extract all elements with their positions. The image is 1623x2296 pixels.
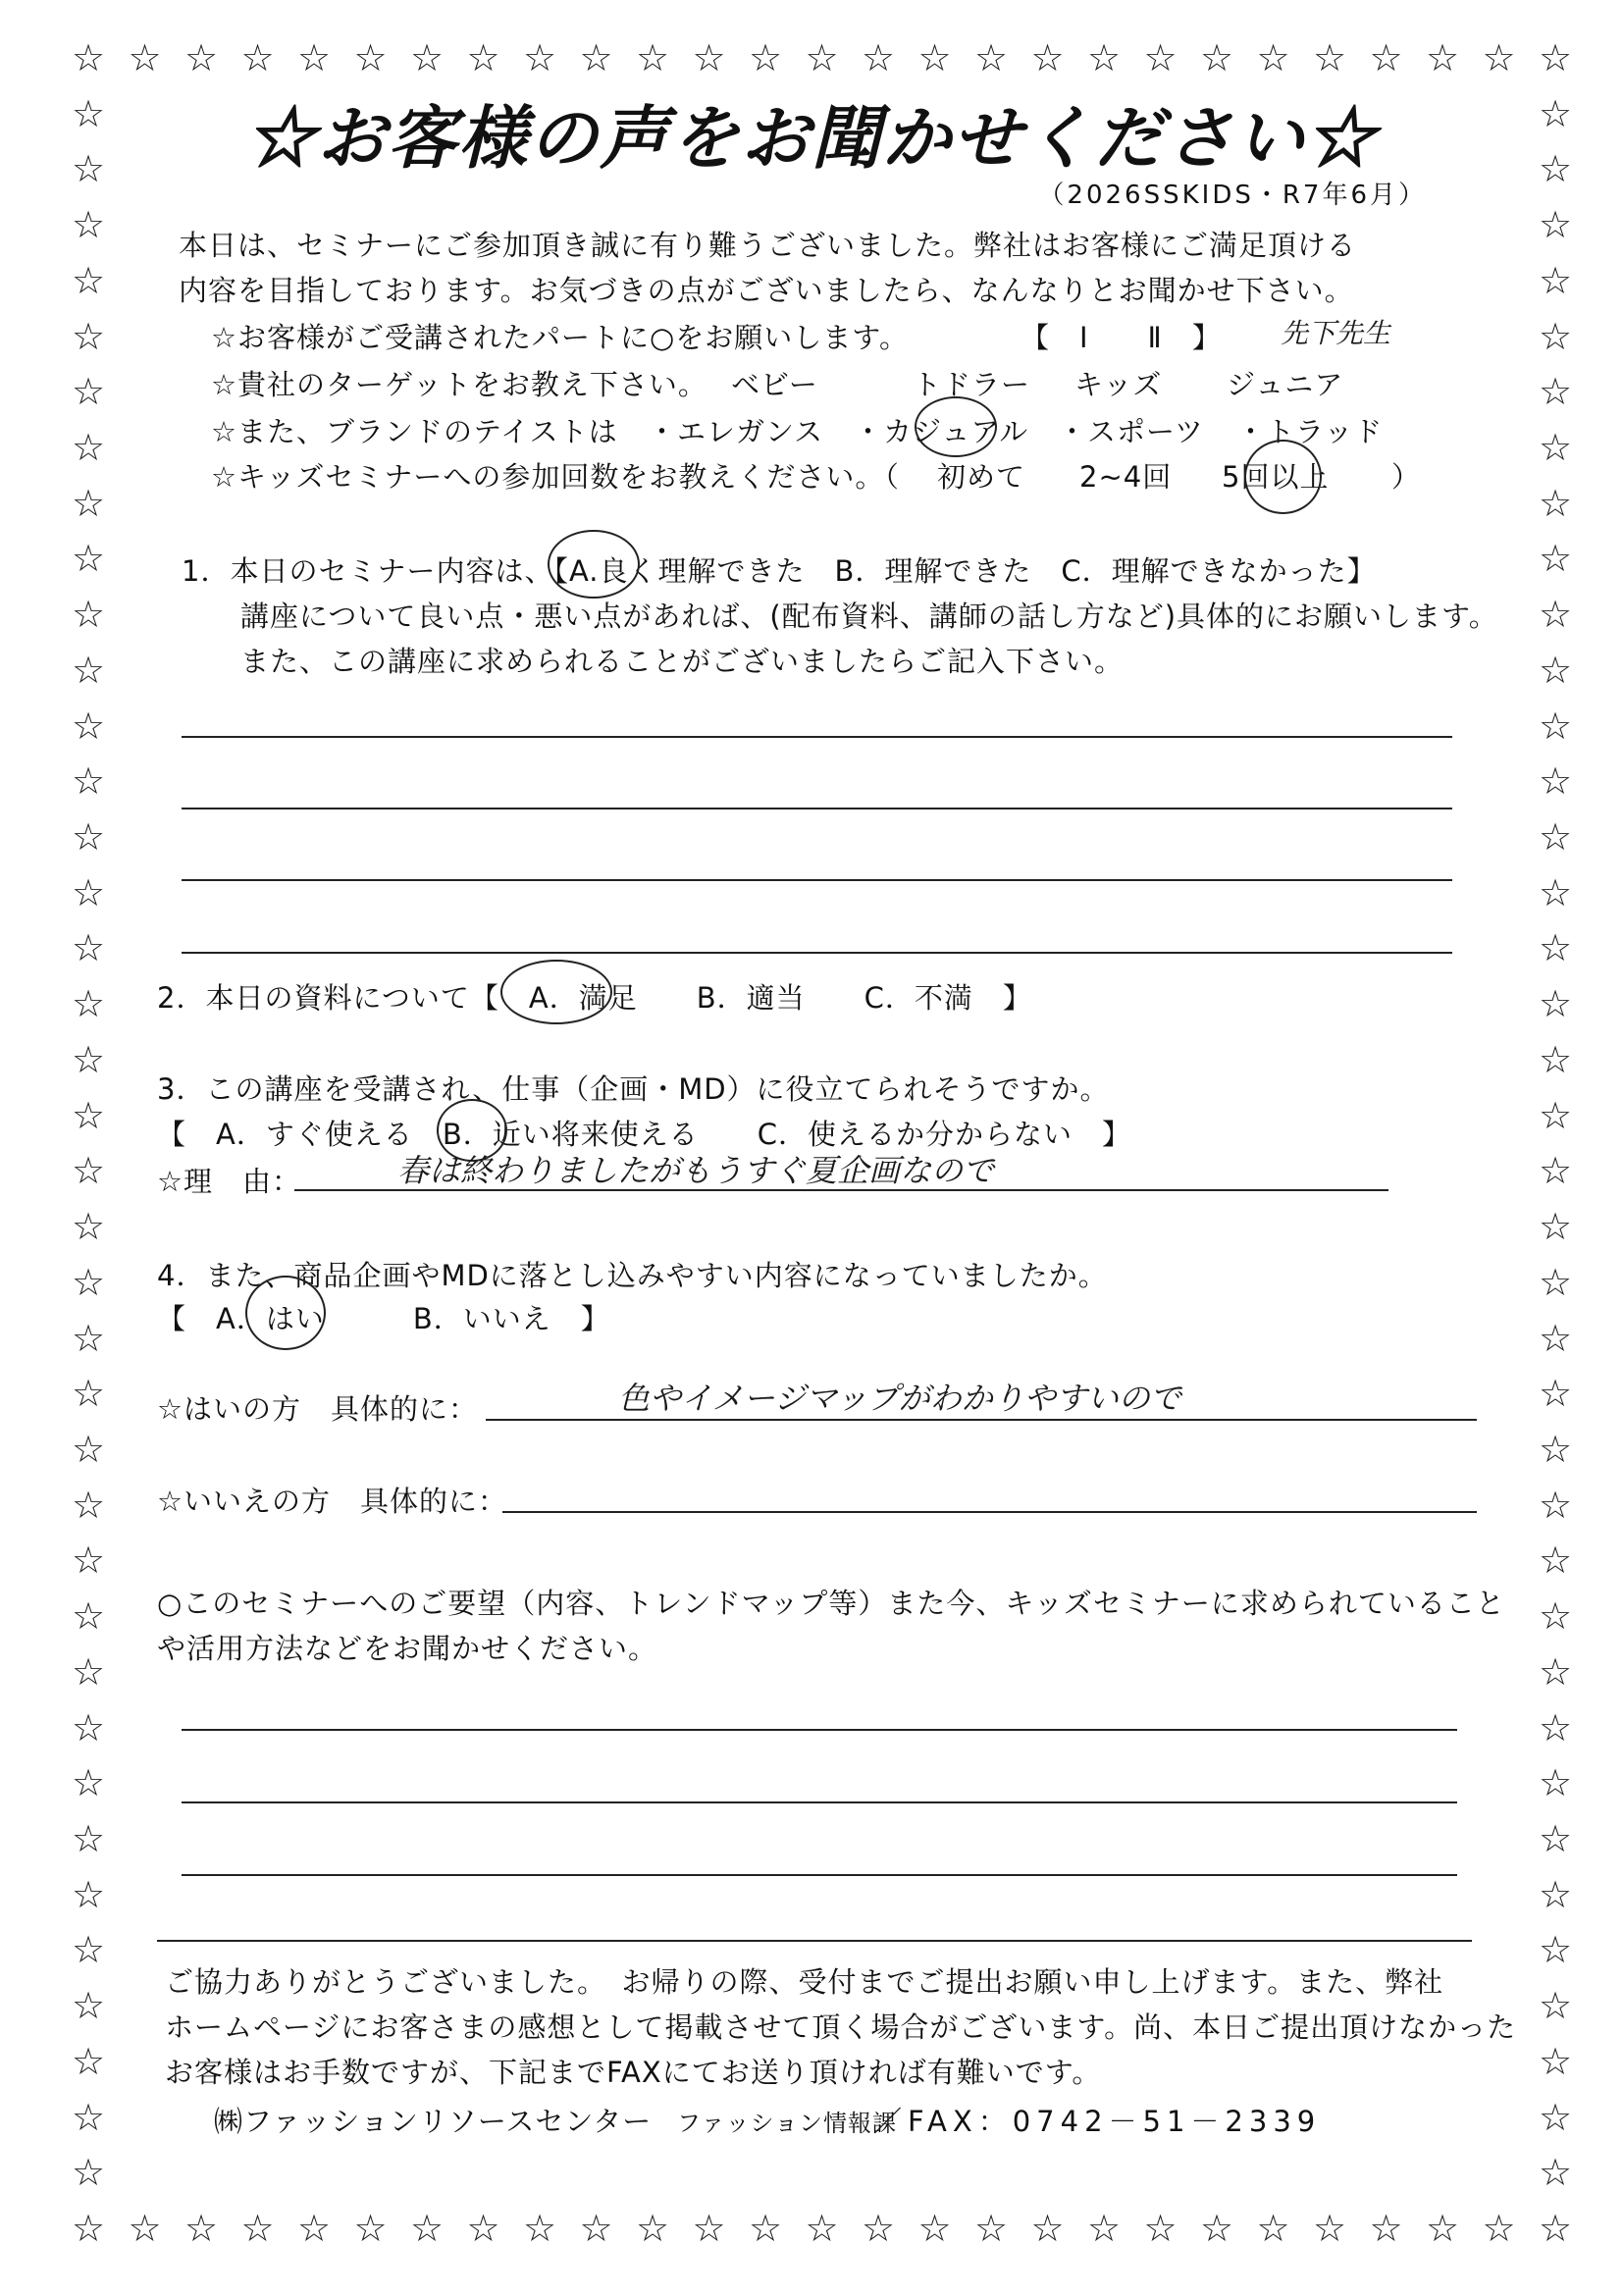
fax-number[interactable]: ／FAX：0742－51－2339: [873, 2105, 1322, 2138]
taste-label: ☆また、ブランドのテイストは: [211, 415, 618, 448]
q3-reason-label: ☆理 由：: [157, 1165, 301, 1198]
request-question-2: や活用方法などをお聞かせください。: [157, 1632, 658, 1665]
border-star-icon: ☆: [1312, 2207, 1347, 2250]
count-option-first[interactable]: 初めて: [937, 460, 1026, 494]
border-star-icon: ☆: [1369, 36, 1403, 79]
border-star-icon: ☆: [71, 147, 106, 191]
border-star-icon: ☆: [692, 36, 726, 79]
border-star-icon: ☆: [1538, 1594, 1573, 1639]
border-star-icon: ☆: [71, 1205, 106, 1249]
footer-line-3: お客様はお手数ですが、下記までFAXにてお送り頂ければ有難いです。: [165, 2056, 1102, 2089]
border-star-icon: ☆: [409, 2207, 445, 2250]
border-star-icon: ☆: [1538, 1427, 1573, 1471]
border-star-icon: ☆: [1538, 1316, 1573, 1360]
border-star-icon: ☆: [1538, 426, 1573, 470]
border-star-icon: ☆: [1199, 2207, 1234, 2250]
border-star-icon: ☆: [1538, 926, 1573, 970]
border-star-icon: ☆: [1538, 1149, 1573, 1193]
border-star-icon: ☆: [1538, 704, 1573, 748]
border-star-icon: ☆: [861, 2207, 896, 2250]
q3-options[interactable]: 【 A．すぐ使える B．近い将来使える C．使えるか分からない 】: [157, 1118, 1131, 1151]
department-name: ファッション情報課: [677, 2110, 898, 2137]
border-star-icon: ☆: [71, 982, 106, 1026]
border-star-icon: ☆: [71, 1928, 106, 1972]
border-star-icon: ☆: [71, 258, 106, 302]
border-star-icon: ☆: [522, 36, 557, 79]
border-star-icon: ☆: [1143, 36, 1178, 79]
border-star-icon: ☆: [1086, 2207, 1122, 2250]
border-star-icon: ☆: [1538, 2207, 1573, 2250]
border-star-icon: ☆: [1482, 2207, 1516, 2250]
border-star-icon: ☆: [296, 36, 332, 79]
border-star-icon: ☆: [1538, 1093, 1573, 1137]
border-star-icon: ☆: [240, 36, 275, 79]
border-star-icon: ☆: [128, 2207, 162, 2250]
taste-selection-circle: [915, 396, 997, 457]
q4-options[interactable]: 【 A．はい B．いいえ 】: [157, 1302, 610, 1335]
count-label: ☆キッズセミナーへの参加回数をお教えください。（: [211, 460, 900, 494]
q2-selection-circle: [500, 960, 612, 1024]
survey-code: （2026SSKIDS・R7年6月）: [1038, 181, 1427, 210]
border-star-icon: ☆: [1199, 36, 1234, 79]
footer-divider: [157, 1940, 1472, 1942]
border-star-icon: ☆: [71, 648, 106, 692]
border-star-icon: ☆: [71, 1761, 106, 1805]
border-star-icon: ☆: [1538, 759, 1573, 804]
request-answer-line-1[interactable]: [182, 1729, 1457, 1731]
taste-option-sports[interactable]: ・スポーツ: [1058, 415, 1204, 448]
border-star-icon: ☆: [71, 1037, 106, 1081]
border-star-icon: ☆: [1538, 147, 1573, 191]
border-star-icon: ☆: [1143, 2207, 1178, 2250]
target-option-toddler[interactable]: トドラー: [913, 368, 1031, 401]
border-star-icon: ☆: [635, 2207, 670, 2250]
border-star-icon: ☆: [1538, 1705, 1573, 1749]
q1-question: 1．本日のセミナー内容は、【A.良く理解できた B．理解できた C．理解できなかった】: [182, 554, 1377, 588]
count-selection-circle: [1244, 440, 1322, 514]
border-star-icon: ☆: [71, 1316, 106, 1360]
border-star-icon: ☆: [579, 2207, 613, 2250]
border-star-icon: ☆: [71, 1539, 106, 1583]
border-star-icon: ☆: [1538, 1872, 1573, 1916]
q4-yes-answer: 色やイメージマップがわかりやすいので: [618, 1380, 1181, 1417]
border-star-icon: ☆: [1256, 2207, 1290, 2250]
border-star-icon: ☆: [917, 36, 952, 79]
part-label: ☆お客様がご受講されたパートに○をお願いします。: [211, 321, 909, 354]
request-question-1: ○このセミナーへのご要望（内容、トレンドマップ等）また今、キッズセミナーに求められていること: [157, 1587, 1505, 1620]
border-star-icon: ☆: [1538, 1761, 1573, 1805]
count-close: ）: [1391, 460, 1422, 494]
border-star-icon: ☆: [1538, 1539, 1573, 1583]
border-star-icon: ☆: [1030, 36, 1065, 79]
border-star-icon: ☆: [1538, 982, 1573, 1026]
border-star-icon: ☆: [1425, 2207, 1460, 2250]
q4-selection-circle: [245, 1276, 326, 1350]
border-star-icon: ☆: [71, 2039, 106, 2083]
q4-no-line[interactable]: [502, 1511, 1477, 1513]
taste-option-elegance[interactable]: ・エレガンス: [648, 415, 824, 448]
border-star-icon: ☆: [71, 593, 106, 637]
border-star-icon: ☆: [1538, 537, 1573, 581]
border-star-icon: ☆: [128, 36, 162, 79]
border-star-icon: ☆: [748, 2207, 783, 2250]
border-star-icon: ☆: [1538, 2151, 1573, 2195]
q1-answer-line-4[interactable]: [182, 952, 1452, 954]
border-star-icon: ☆: [917, 2207, 952, 2250]
border-star-icon: ☆: [71, 2207, 106, 2250]
border-star-icon: ☆: [1538, 1928, 1573, 1972]
q1-selection-circle: [548, 530, 640, 599]
target-option-baby[interactable]: ベビー: [731, 368, 818, 401]
border-star-icon: ☆: [1312, 36, 1347, 79]
border-star-icon: ☆: [71, 1984, 106, 2028]
border-star-icon: ☆: [466, 36, 500, 79]
border-star-icon: ☆: [71, 537, 106, 581]
border-star-icon: ☆: [692, 2207, 726, 2250]
target-option-kids[interactable]: キッズ: [1074, 368, 1163, 401]
footer-line-1: ご協力ありがとうございました。 お帰りの際、受付までご提出お願い申し上げます。また、弊社: [165, 1965, 1444, 1999]
q1-answer-line-1[interactable]: [182, 736, 1452, 738]
border-star-icon: ☆: [71, 1705, 106, 1749]
border-star-icon: ☆: [1086, 36, 1122, 79]
border-star-icon: ☆: [1538, 1205, 1573, 1249]
border-star-icon: ☆: [466, 2207, 500, 2250]
taste-option-trad[interactable]: ・トラッド: [1236, 415, 1384, 448]
border-star-icon: ☆: [1538, 314, 1573, 358]
border-star-icon: ☆: [71, 1594, 106, 1639]
border-star-icon: ☆: [1538, 1984, 1573, 2028]
border-star-icon: ☆: [71, 759, 106, 804]
border-star-icon: ☆: [805, 36, 839, 79]
border-star-icon: ☆: [71, 1093, 106, 1137]
count-option-2-4[interactable]: 2~4回: [1079, 460, 1173, 494]
border-star-icon: ☆: [1030, 2207, 1065, 2250]
border-star-icon: ☆: [1425, 36, 1460, 79]
border-star-icon: ☆: [296, 2207, 332, 2250]
footer-line-2: ホームページにお客さまの感想として掲載させて頂く場合がございます。尚、本日ご提出頂けなかった: [165, 2010, 1517, 2044]
border-star-icon: ☆: [353, 2207, 388, 2250]
target-option-junior[interactable]: ジュニア: [1227, 368, 1344, 401]
part-options[interactable]: 【 Ⅰ Ⅱ 】: [1021, 321, 1222, 354]
q1-answer-line-2[interactable]: [182, 808, 1452, 809]
border-star-icon: ☆: [1538, 870, 1573, 914]
taste-option-casual[interactable]: ・カジュアル: [854, 415, 1029, 448]
border-star-icon: ☆: [71, 36, 106, 79]
border-star-icon: ☆: [71, 2095, 106, 2139]
border-star-icon: ☆: [71, 203, 106, 247]
border-star-icon: ☆: [353, 36, 388, 79]
border-star-icon: ☆: [973, 36, 1009, 79]
border-star-icon: ☆: [71, 1149, 106, 1193]
target-label: ☆貴社のターゲットをお教え下さい。: [211, 368, 707, 401]
border-star-icon: ☆: [183, 36, 219, 79]
border-star-icon: ☆: [1538, 1816, 1573, 1860]
border-star-icon: ☆: [1538, 1483, 1573, 1527]
request-answer-line-2[interactable]: [182, 1801, 1457, 1803]
q3-reason-answer: 春は終わりましたがもうすぐ夏企画なので: [397, 1152, 995, 1189]
border-star-icon: ☆: [973, 2207, 1009, 2250]
border-star-icon: ☆: [183, 2207, 219, 2250]
border-star-icon: ☆: [71, 1816, 106, 1860]
border-star-icon: ☆: [805, 2207, 839, 2250]
border-star-icon: ☆: [635, 36, 670, 79]
border-star-icon: ☆: [1538, 36, 1573, 79]
border-star-icon: ☆: [1538, 2095, 1573, 2139]
border-star-icon: ☆: [861, 36, 896, 79]
q4-question: 4．また、商品企画やMDに落とし込みやすい内容になっていましたか。: [157, 1259, 1108, 1292]
border-star-icon: ☆: [1538, 593, 1573, 637]
border-star-icon: ☆: [240, 2207, 275, 2250]
border-star-icon: ☆: [71, 870, 106, 914]
q1-instruction-2: また、この講座に求められることがございましたらご記入下さい。: [240, 645, 1125, 678]
border-star-icon: ☆: [579, 36, 613, 79]
border-star-icon: ☆: [1482, 36, 1516, 79]
q4-yes-line[interactable]: [486, 1419, 1477, 1421]
border-star-icon: ☆: [748, 36, 783, 79]
border-star-icon: ☆: [71, 1427, 106, 1471]
border-star-icon: ☆: [71, 926, 106, 970]
border-star-icon: ☆: [71, 426, 106, 470]
border-star-icon: ☆: [71, 1872, 106, 1916]
q4-no-label: ☆いいえの方 具体的に：: [157, 1485, 507, 1518]
border-star-icon: ☆: [71, 481, 106, 525]
count-option-5plus[interactable]: 5回以上: [1222, 460, 1330, 494]
border-star-icon: ☆: [1538, 370, 1573, 414]
q3-question: 3．この講座を受講され、仕事（企画・MD）に役立てられそうですか。: [157, 1072, 1110, 1106]
q1-instruction-1: 講座について良い点・悪い点があれば、(配布資料、講師の話し方など)具体的にお願いします。: [240, 600, 1498, 633]
border-star-icon: ☆: [71, 704, 106, 748]
company-name: ㈱ファッションリソースセンター: [214, 2105, 653, 2138]
border-star-icon: ☆: [1538, 815, 1573, 860]
border-star-icon: ☆: [1256, 36, 1290, 79]
border-star-icon: ☆: [71, 370, 106, 414]
border-star-icon: ☆: [71, 815, 106, 860]
border-star-icon: ☆: [1538, 1649, 1573, 1694]
border-star-icon: ☆: [1538, 1372, 1573, 1416]
border-star-icon: ☆: [71, 1372, 106, 1416]
border-star-icon: ☆: [1538, 648, 1573, 692]
q1-answer-line-3[interactable]: [182, 879, 1452, 881]
request-answer-line-3[interactable]: [182, 1874, 1457, 1876]
border-star-icon: ☆: [1538, 258, 1573, 302]
border-star-icon: ☆: [71, 91, 106, 135]
border-star-icon: ☆: [1538, 91, 1573, 135]
intro-line-1: 本日は、セミナーにご参加頂き誠に有り難うございました。弊社はお客様にご満足頂ける: [179, 229, 1357, 262]
border-star-icon: ☆: [1538, 481, 1573, 525]
border-star-icon: ☆: [1538, 2039, 1573, 2083]
border-star-icon: ☆: [1538, 1037, 1573, 1081]
border-star-icon: ☆: [71, 1649, 106, 1694]
part-handwritten-answer: 先下先生: [1281, 317, 1391, 349]
border-star-icon: ☆: [1538, 1260, 1573, 1304]
page-title: ☆お客様の声をお聞かせください☆: [246, 97, 1377, 179]
border-star-icon: ☆: [71, 1260, 106, 1304]
q2-question: 2．本日の資料について【 A．満足 B．適当 C．不満 】: [157, 981, 1032, 1015]
border-star-icon: ☆: [409, 36, 445, 79]
border-star-icon: ☆: [71, 314, 106, 358]
border-star-icon: ☆: [71, 1483, 106, 1527]
border-star-icon: ☆: [1369, 2207, 1403, 2250]
border-star-icon: ☆: [1538, 203, 1573, 247]
border-star-icon: ☆: [522, 2207, 557, 2250]
border-star-icon: ☆: [71, 2151, 106, 2195]
q4-yes-label: ☆はいの方 具体的に：: [157, 1392, 478, 1426]
intro-line-2: 内容を目指しております。お気づきの点がございましたら、なんなりとお聞かせ下さい。: [179, 274, 1354, 307]
